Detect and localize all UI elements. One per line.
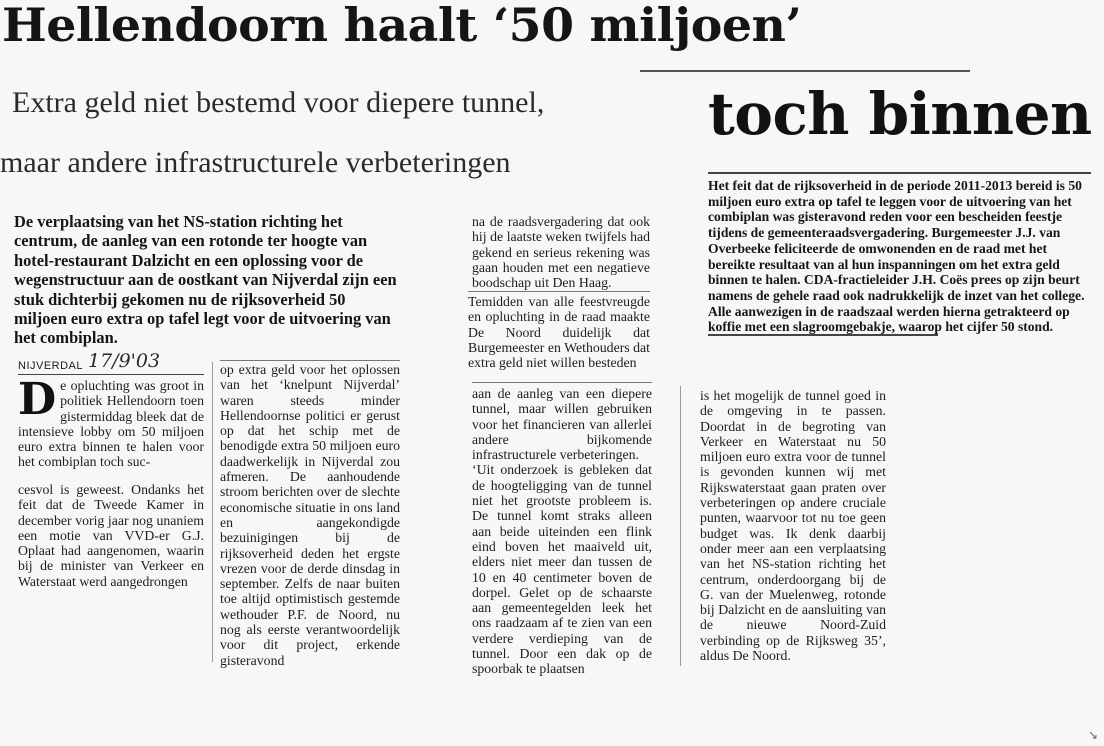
column-divider-2	[680, 386, 681, 666]
sidebar-bottom-rule	[708, 334, 938, 336]
handwritten-date: 17/9'03	[88, 350, 161, 372]
dateline-row	[18, 350, 204, 375]
dateline: NIJVERDAL	[18, 360, 84, 372]
column-3-lower	[472, 386, 652, 677]
headline: Hellendoorn haalt ‘50 miljoen’	[2, 0, 802, 52]
subheadline-line-2: maar andere infrastructurele verbeteringen	[0, 146, 511, 179]
sidebar-top-rule	[708, 172, 1091, 174]
headline-continuation: toch binnen	[708, 80, 1092, 148]
sidebar-box: Het feit dat de rijksoverheid in de periode 2011-2013 bereid is 50 miljoen euro extra op tafel te leggen voor de uitvoering van het combiplan was gisteravond reden voor een bescheiden feestje tijdens de gemeenteraadsvergadering. Burgemeester J.J. van Overbeeke feliciteerde de omwonenden en de raad met het bereikte resultaat van al hun inspanningen om het extra geld binnen te halen. CDA-fractieleider J.H. Coës prees op zijn beurt namens de gehele raad ook nadrukkelijk de inzet van het college. Alle aanwezigen in de raadszaal werden hierna getrakteerd op koffie met een slagroomgebakje, waarop het cijfer 50 stond.	[708, 178, 1085, 335]
headline-underline	[640, 70, 970, 72]
column-3-lower-paragraph-2: ‘Uit onderzoek is gebleken dat de hoogteligging van de tunnel niet het grootste probleem is. De tunnel komt straks alleen aan beide uiteinden een flink eind boven het maaiveld uit, elders niet meer dan tussen de 10 en 40 centimeter boven de dorpel. Gelet op de schaarste aan gemeentegelden leek het ons raadzaam af te zien van een verdere verdieping van de tunnel. Door een dak op de spoorbak te plaatsen	[472, 462, 652, 677]
column-2-rule	[220, 360, 400, 361]
subheadline-line-1: Extra geld niet bestemd voor diepere tunnel,	[12, 86, 545, 119]
column-4: is het mogelijk de tunnel goed in de omgeving in te passen. Doordat in de begroting van Verkeer en Waterstaat nu 50 miljoen euro extra voor de tunnel is gevonden kunnen wij met Rijkswaterstaat gaan praten over verbeteringen op andere cruciale punten, waarvoor tot nu toe geen budget was. Ik denk daarbij onder meer aan een verplaatsing van het NS-station richting het centrum, onderdoorgang bij de G. van der Muelenweg, rotonde bij Dalzicht en de aansluiting van de nieuwe Noord-Zuid verbinding op de Rijksweg 35’, aldus De Noord.	[700, 388, 886, 664]
scan-corner-mark-icon: ↘	[1087, 728, 1098, 742]
column-divider	[212, 362, 213, 662]
column-1-top-text: e opluchting was groot in politiek Hellendoorn toen gistermiddag bleek dat de intensieve lobby om 50 miljoen euro extra binnen te halen voor het combiplan toch suc-	[18, 378, 204, 470]
column-3-middle: Temidden van alle feestvreugde en opluchting in de raad maakte De Noord duidelijk dat Burgemeester en Wethouders dat extra geld niet willen besteden	[468, 294, 650, 371]
column-3-rule	[468, 291, 650, 292]
column-3-intro: na de raadsvergadering dat ook hij de laatste weken twijfels had gekend en serieus rekening was gaan houden met een negatieve boodschap uit Den Haag.	[472, 214, 650, 291]
lead-paragraph: De verplaatsing van het NS-station richting het centrum, de aanleg van een rotonde ter hoogte van hotel-restaurant Dalzicht en een oplossing voor de wegenstructuur aan de oostkant van Nijverdal zijn een stuk dichterbij gekomen nu de rijksoverheid 50 miljoen euro extra op tafel legt voor de uitvoering van het combiplan.	[14, 212, 397, 348]
column-3-lower-rule	[472, 382, 652, 383]
column-2: op extra geld voor het oplossen van het ‘knelpunt Nijverdal’ waren steeds minder Hellendoornse politici er gerust op dat het schip met de benodigde extra 50 miljoen euro daadwerkelijk in Nijverdal zou afmeren. De aanhoudende stroom berichten over de slechte economische situatie in ons land en aangekondigde bezuinigingen bij de rijksoverheid deden het ergste vrezen voor de derde dinsdag in september. Zelfs de naar buiten toe altijd optimistisch gestemde wethouder P.F. de Noord, nu nog als eerste verantwoordelijk voor dit project, erkende gisteravond	[220, 362, 400, 668]
drop-cap: D	[18, 374, 57, 425]
column-1-bottom: cesvol is geweest. Ondanks het feit dat de Tweede Kamer in december vorig jaar nog unaniem een motie van VVD-er G.J. Oplaat had aangenomen, waarin bij de minister van Verkeer en Waterstaat werd aangedrongen	[18, 482, 204, 589]
column-3-lower-paragraph-1: aan de aanleg van een diepere tunnel, maar willen gebruiken voor het financieren van allerlei andere bijkomende infrastructurele verbeteringen.	[472, 386, 652, 463]
column-1-top	[18, 374, 204, 470]
